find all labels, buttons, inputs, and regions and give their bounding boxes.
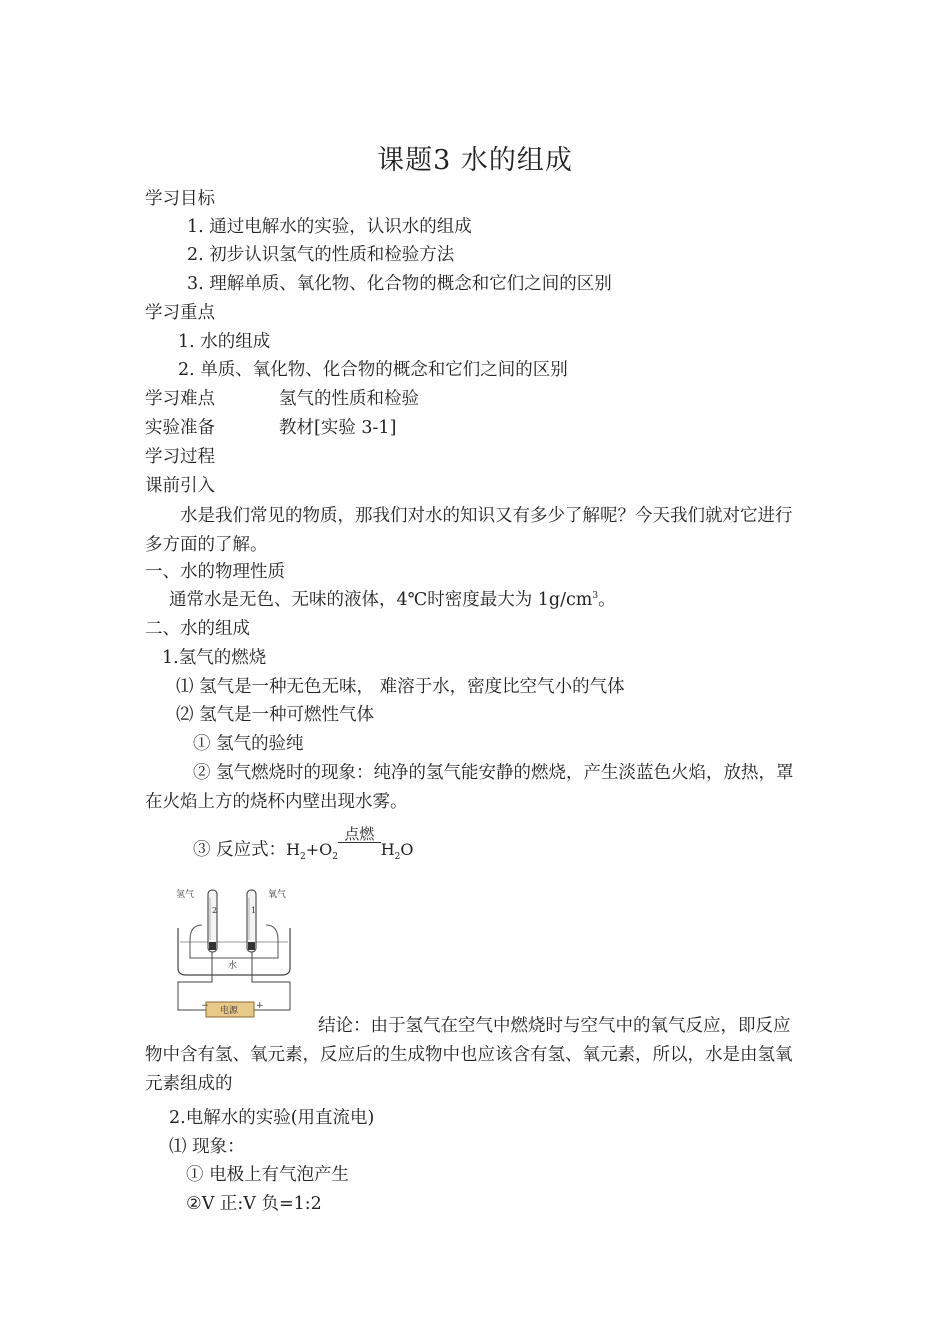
goal-item-3: 3. 理解单质、氧化物、化合物的概念和它们之间的区别 <box>187 274 612 294</box>
hydrogen-property-2: ⑵ 氢气是一种可燃性气体 <box>176 705 375 725</box>
subsection1-heading: 1.氢气的燃烧 <box>162 648 267 668</box>
process-heading: 学习过程 <box>145 447 215 467</box>
focus-item-2: 2. 单质、氧化物、化合物的概念和它们之间的区别 <box>178 360 568 380</box>
hydrogen-burning-phenomenon: ② 氢气燃烧时的现象：纯净的氢气能安静的燃烧，产生淡蓝色火焰，放热，罩在火焰上方的烧杯内壁出现水雾。 <box>145 763 794 812</box>
figure-label-oxygen: 氧气 <box>268 890 287 900</box>
section2-heading: 二、水的组成 <box>145 619 250 639</box>
focus-heading: 学习重点 <box>145 303 215 323</box>
figure-u-tube <box>190 925 278 958</box>
focus-item-1: 1. 水的组成 <box>178 332 271 352</box>
figure-electrode-right <box>248 942 255 950</box>
reaction-label: ③ 反应式： <box>193 840 287 860</box>
intro-heading: 课前引入 <box>145 476 215 496</box>
figure-electrode-left <box>209 942 216 950</box>
difficulty-heading: 学习难点 <box>145 389 215 409</box>
page-title: 课题3 水的组成 <box>377 145 573 176</box>
goal-item-2: 2. 初步认识氢气的性质和检验方法 <box>187 245 455 265</box>
figure-plus-sign: + <box>256 1001 264 1011</box>
hydrogen-property-1: ⑴ 氢气是一种无色无味， 难溶于水，密度比空气小的气体 <box>176 677 625 697</box>
reaction-formula: $H_2+O_2$ 点燃 $H_2O$ <box>286 825 414 863</box>
intro-text: 水是我们常见的物质，那我们对水的知识又有多少了解呢？今天我们就对它进行多方面的了解。 <box>145 506 793 555</box>
section1-text <box>169 592 616 610</box>
figure-tube-right-number: 1 <box>251 906 257 915</box>
figure-minus-sign: − <box>201 1001 209 1011</box>
figure-label-hydrogen: 氢气 <box>176 890 195 900</box>
reaction-equation <box>193 825 414 863</box>
reaction-condition: 点燃 <box>338 826 381 843</box>
prep-value: 教材[实验 3-1] <box>279 418 397 438</box>
conclusion-text: 结论：由于氢气在空气中燃烧时与空气中的氧气反应，即反应物中含有氢、氧元素，反应后的生成物中也应该含有氢、氧元素，所以，水是由氢氧元素组成的 <box>145 1016 793 1094</box>
difficulty-value: 氢气的性质和检验 <box>279 389 419 409</box>
hydrogen-purity-check: ① 氢气的验纯 <box>193 734 304 754</box>
goal-item-1: 1. 通过电解水的实验，认识水的组成 <box>187 217 472 237</box>
electrolysis-apparatus-figure <box>170 880 300 1020</box>
phenomenon-item-1: ① 电极上有气泡产生 <box>186 1165 350 1185</box>
phenomenon-item-2: ②V 正:V 负=1:2 <box>186 1194 322 1214</box>
figure-label-power: 电源 <box>220 1006 239 1016</box>
section1-text-end: 。 <box>598 590 616 610</box>
prep-heading: 实验准备 <box>145 418 215 438</box>
section1-heading: 一、水的物理性质 <box>145 562 285 582</box>
figure-tube-left-number: 2 <box>212 906 218 915</box>
figure-label-water: 水 <box>228 961 238 971</box>
section1-text-superscript: 3 <box>592 591 599 602</box>
phenomenon-heading: ⑴ 现象： <box>169 1137 245 1157</box>
section1-text-main: 通常水是无色、无味的液体，4℃时密度最大为 1g/cm <box>169 590 593 610</box>
subsection2-heading: 2.电解水的实验(用直流电) <box>169 1108 375 1128</box>
goals-heading: 学习目标 <box>145 189 215 209</box>
